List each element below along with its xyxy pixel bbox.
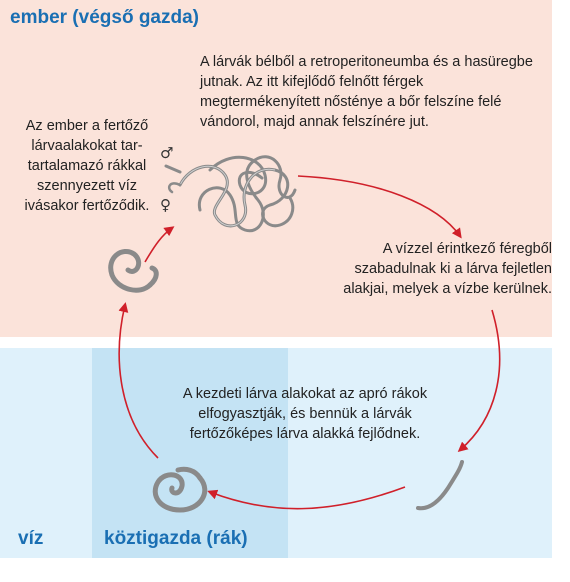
arrow-larvae-to-water (460, 310, 500, 450)
female-worm-icon (169, 183, 180, 192)
adult-worm-tangle-icon (180, 157, 295, 231)
human-host-title: ember (végső gazda) (10, 7, 199, 28)
arrow-adult-to-larvae (298, 176, 460, 236)
arrow-crustacean-to-human (119, 305, 158, 458)
crustacean-larva-icon (155, 469, 205, 510)
arrow-ingestion (145, 228, 172, 262)
male-symbol: ♂ (160, 144, 174, 162)
step-infection-text: Az ember a fertőző lárvaalakokat tar-tartalamazó rákkal szennyezett víz ivásakor fertőződik. (24, 118, 150, 214)
ingested-larva-icon (111, 251, 157, 290)
intermediate-host-title: köztigazda (rák) (104, 528, 248, 549)
female-symbol: ♀ (160, 196, 171, 214)
male-worm-icon (166, 166, 180, 172)
step-migration-text: A lárvák bélből a retroperitoneumba és a hasüregbe jutnak. Az itt kifejlődő felnőtt férgek megtermékenyített nősténye a bőr felszíne felé vándorol, majd annak felszínére jut. (200, 54, 533, 130)
water-title: víz (18, 528, 44, 549)
arrow-water-to-crustacean (210, 487, 405, 509)
free-larva-icon (418, 462, 462, 508)
step-crustacean-text: A kezdeti lárva alakokat az apró rákok elfogyasztják, és bennük a lárvák fertőzőképes lárva alakká fejlődnek. (182, 386, 428, 442)
step-release-text: A vízzel érintkező féregből szabadulnak ki a lárva fejletlen alakjai, melyek a vízbe kerülnek. (343, 241, 552, 297)
